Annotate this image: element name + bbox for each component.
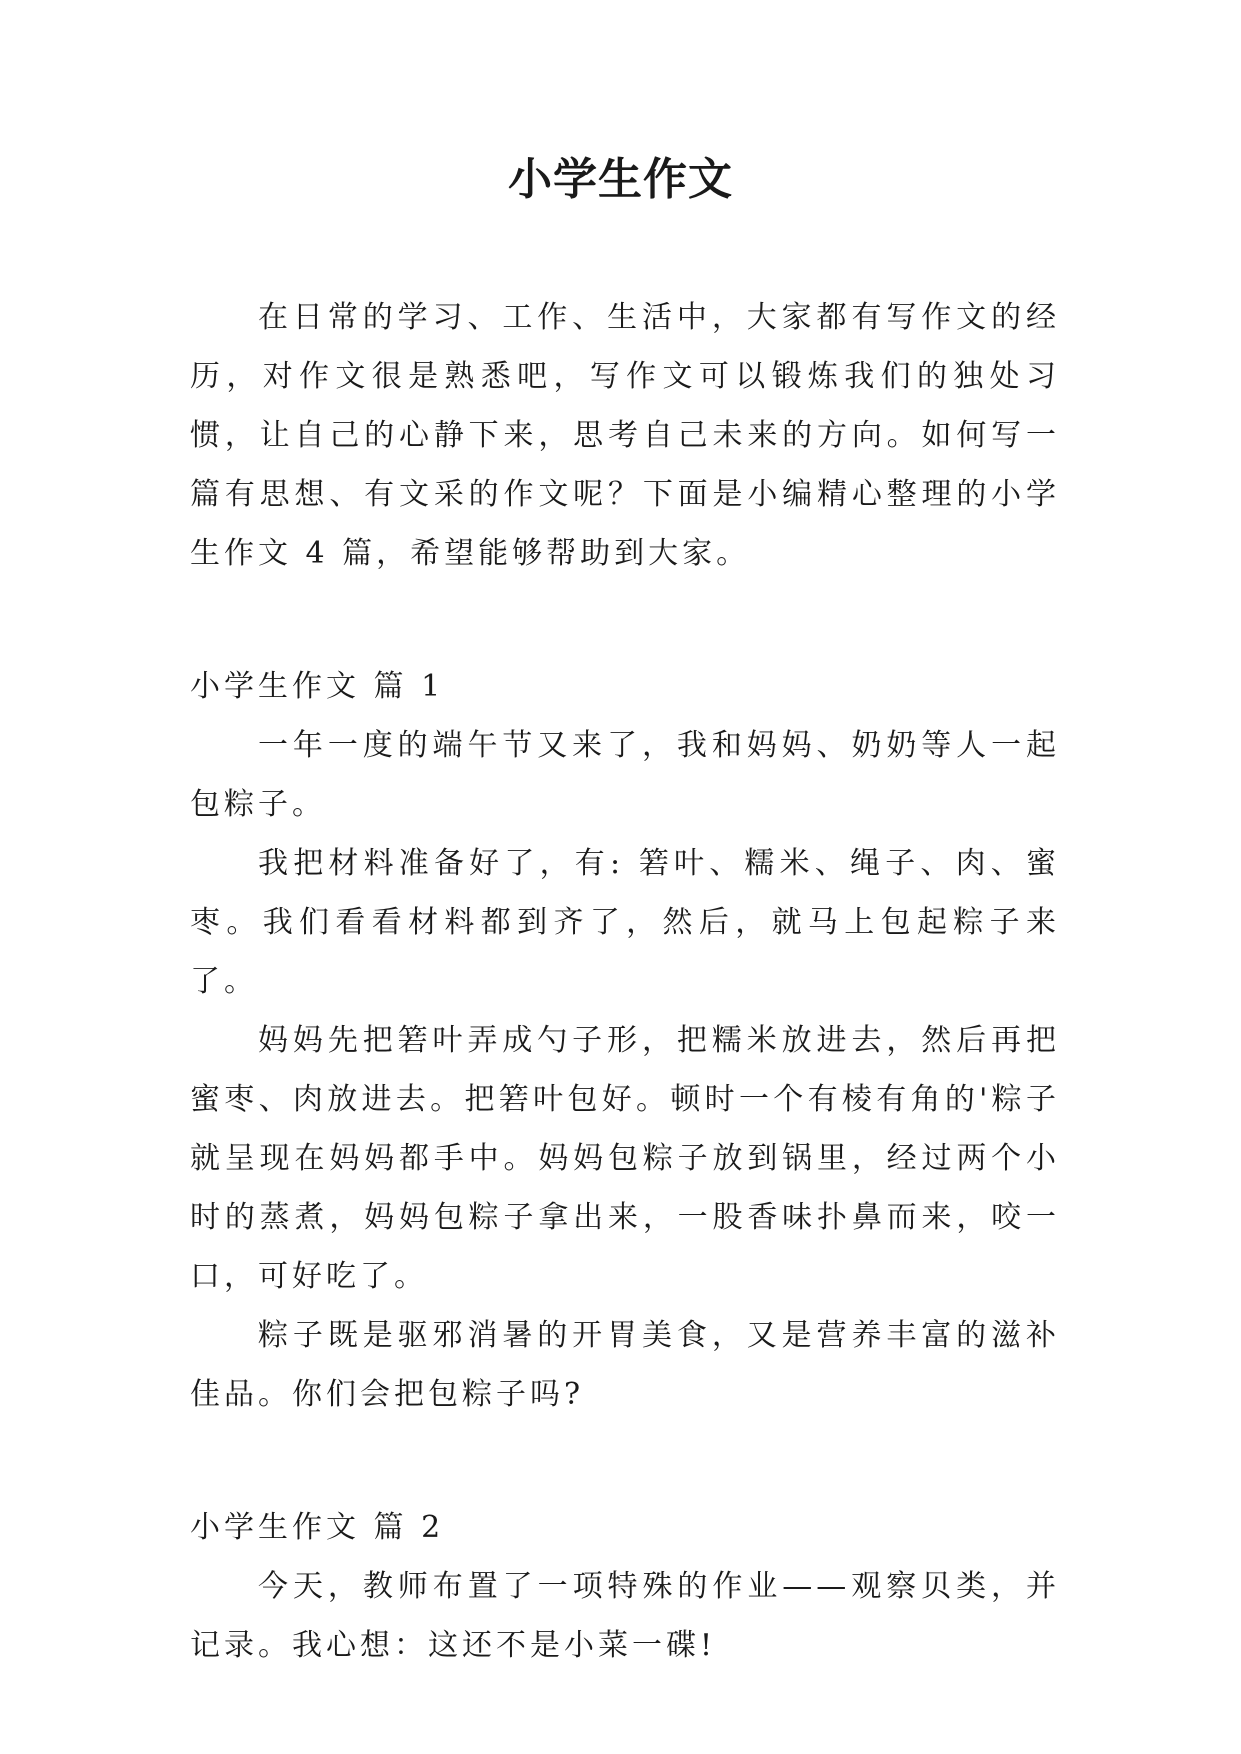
intro-paragraph: 在日常的学习、工作、生活中，大家都有写作文的经历，对作文很是熟悉吧，写作文可以锻炼我们的独处习惯，让自己的心静下来，思考自己未来的方向。如何写一篇有思想、有文采的作文呢？下面是小编精心整理的小学生作文 4 篇，希望能够帮助到大家。 <box>190 300 1060 571</box>
body-paragraph: 妈妈先把箬叶弄成勺子形，把糯米放进去，然后再把蜜枣、肉放进去。把箬叶包好。顿时一个有棱有角的'粽子就呈现在妈妈都手中。妈妈包粽子放到锅里，经过两个小时的蒸煮，妈妈包粽子拿出来，一股香味扑鼻而来，咬一口，可好吃了。 <box>190 1023 1060 1294</box>
section-spacer <box>190 1424 1060 1498</box>
body-paragraph: 一年一度的端午节又来了，我和妈妈、奶奶等人一起包粽子。 <box>190 728 1060 822</box>
section-heading: 小学生作文 篇 2 <box>190 1510 445 1545</box>
body-paragraph: 粽子既是驱邪消暑的开胃美食，又是营养丰富的滋补佳品。你们会把包粽子吗? <box>190 1318 1060 1412</box>
section-spacer <box>190 583 1060 657</box>
section-heading: 小学生作文 篇 1 <box>190 669 445 704</box>
body-paragraph: 今天，教师布置了一项特殊的作业——观察贝类，并记录。我心想：这还不是小菜一碟! <box>190 1569 1060 1663</box>
document-body <box>190 288 1060 1675</box>
essay-section-2 <box>190 1498 1060 1675</box>
essay-section-1 <box>190 657 1060 1424</box>
body-paragraph: 我把材料准备好了，有: 箬叶、糯米、绳子、肉、蜜枣。我们看看材料都到齐了，然后，就马上包起粽子来了。 <box>190 846 1060 999</box>
document-title: 小学生作文 <box>508 154 733 205</box>
